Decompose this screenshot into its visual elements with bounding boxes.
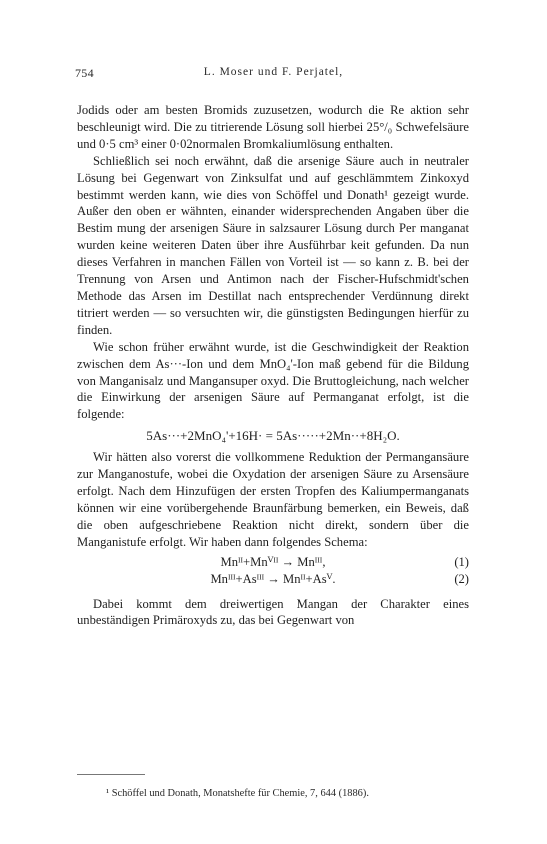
scheme-equation: Mnᴵᴵᴵ+Asᴵᴵᴵ → Mnᴵᴵ+Asⱽ. <box>210 571 336 586</box>
text-line: keit gefunden. Da nun dieses Verfahren in manchen Fällen von <box>77 238 469 270</box>
text-line: manganat wurden keine weiteren Daten über ihre Ausführbar <box>77 221 469 253</box>
text-line: der Reaktion zwischen dem As···-Ion und dem MnO₄'-Ion maß <box>77 339 469 371</box>
text-line: im Destillat nach entsprechender Verdünnung direkt titriert <box>77 288 469 320</box>
text-line: geschlämmtem Zinkoxyd bestimmt werden kann, wie dies von <box>77 170 469 202</box>
text-line: vorübergehende Braunfärbung bemerken, ein Beweis, daß die <box>77 500 469 532</box>
text-line: Dabei kommt dem dreiwertigen Mangan der Charakter <box>93 596 444 611</box>
text-line: wähnten, einander widersprechenden Angaben über die Bestim <box>77 204 469 236</box>
text-line: eines unbeständigen Primäroxyds zu, das bei Gegenwart von <box>77 596 469 628</box>
paragraph-1 <box>77 102 469 153</box>
text-line: Schöffel und Donath¹ gezeigt wurde. Außer den oben er <box>77 187 469 219</box>
paragraph-4 <box>77 449 469 550</box>
body-text <box>77 102 469 629</box>
footnote-divider <box>77 774 145 775</box>
reaction-equation: 5As···+2MnO₄'+16H· = 5As·····+2Mn··+8H₂O. <box>146 428 400 444</box>
paragraph-3 <box>77 339 469 424</box>
text-line: oxyd. Die Bruttogleichung, nach welcher die Einwirkung der <box>77 373 469 405</box>
text-line: arsenigen Säure zu Arsensäure erfolgt. Nach dem Hinzufügen <box>77 467 469 498</box>
page-number: 754 <box>75 66 94 80</box>
equation-number: (1) <box>454 554 469 569</box>
text-line: arsenigen Säure auf Permanganat erfolgt, ist die folgende: <box>77 390 469 422</box>
text-line: gebend für die Bildung von Manganisalz und Mangansuper <box>77 356 469 388</box>
text-line: Wir hätten also vorerst die vollkommene Reduktion der <box>93 450 386 465</box>
text-line: Vorteil ist — so kann z. B. bei der Trennung von Arsen und <box>77 255 469 287</box>
text-line: Schließlich sei noch erwähnt, daß die arsenige Säure auch <box>93 153 409 168</box>
text-line: Manganistufe erfolgt. Wir haben dann folgendes Schema: <box>77 534 368 549</box>
running-head: L. Moser und F. Perjatel, <box>203 66 344 78</box>
paragraph-5 <box>77 596 469 630</box>
text-line: aktion sehr beschleunigt wird. Die zu titrierende Lösung soll <box>77 103 469 134</box>
text-line: oben aufgeschriebene Reaktion nicht direkt, sondern über die <box>103 517 469 532</box>
text-line: hierbei 25°/₀ Schwefelsäure und 0·5 cm³ einer 0·02normalen <box>77 119 469 151</box>
page-header <box>75 66 472 84</box>
text-line: Wie schon früher erwähnt wurde, ist die Geschwindigkeit <box>93 339 403 354</box>
footnote: ¹ Schöffel und Donath, Monatshefte für Chemie, 7, 644 (1886). <box>106 788 369 799</box>
text-line: in neutraler Lösung bei Gegenwart von Zinksulfat und auf <box>77 153 469 185</box>
text-line: Jodids oder am besten Bromids zuzusetzen, wodurch die Re <box>77 103 411 117</box>
scheme-row-2 <box>77 571 469 588</box>
text-line: Permangansäure zur Manganostufe, wobei die Oxydation der <box>77 450 469 482</box>
scheme-row-1 <box>77 554 469 571</box>
text-line: Bromkaliumlösung enthalten. <box>243 136 394 151</box>
paragraph-2 <box>77 153 469 339</box>
text-line: mung der arsenigen Säure in salzsaurer Lösung durch Per <box>116 221 421 236</box>
text-line: hierfür zu finden. <box>77 305 469 337</box>
text-line: werden — so versuchten wir, die günstigsten Bedingungen <box>112 305 419 320</box>
text-line: der ersten Tropfen des Kaliumpermanganats können wir eine <box>77 483 469 515</box>
scheme-equation: Mnᴵᴵ+Mnⱽᴵᴵ → Mnᴵᴵᴵ, <box>220 554 326 569</box>
equation-number: (2) <box>454 571 469 586</box>
text-line: Antimon nach der Fischer-Hufschmidt'schen Methode das Arsen <box>77 272 469 303</box>
